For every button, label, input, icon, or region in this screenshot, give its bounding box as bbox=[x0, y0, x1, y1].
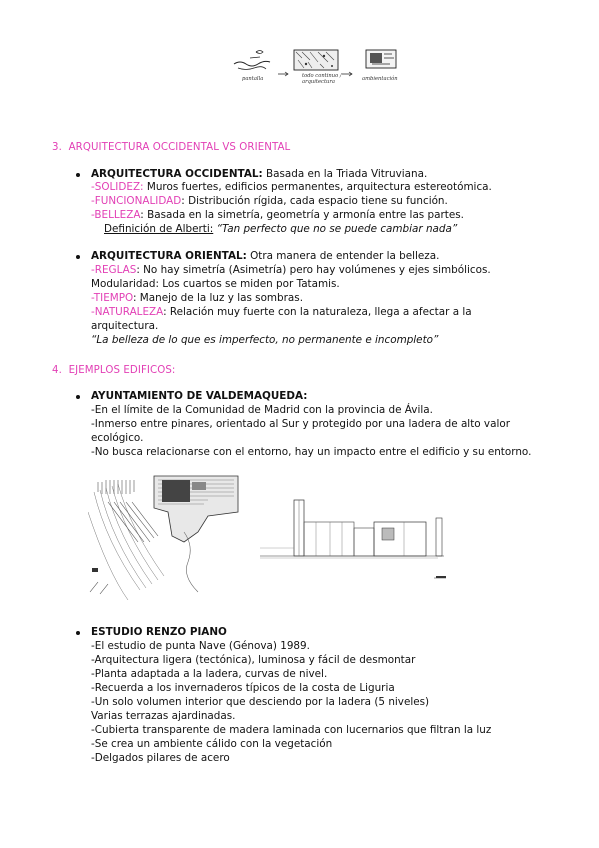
top-sketch bbox=[228, 40, 408, 92]
belleza-line bbox=[91, 209, 464, 222]
solidez-key: -SOLIDEZ: bbox=[91, 181, 144, 193]
renzo-line-5: -Un solo volumen interior que desciendo por la ladera (5 niveles) bbox=[91, 696, 430, 708]
funcionalidad-line bbox=[91, 195, 448, 208]
belleza-value: : Basada en la simetría, geometría y armonía entre las partes. bbox=[140, 209, 464, 221]
ayuntamiento-title: AYUNTAMIENTO DE VALDEMAQUEDA: bbox=[91, 390, 308, 402]
bullet bbox=[76, 631, 80, 635]
section-3-heading bbox=[52, 141, 290, 154]
sketch-label-1: pantalla bbox=[242, 76, 264, 82]
renzo-line-1: -El estudio de punta Nave (Génova) 1989. bbox=[91, 640, 310, 652]
naturaleza-line-2: arquitectura. bbox=[91, 320, 159, 332]
funcionalidad-value: : Distribución rígida, cada espacio tiene su función. bbox=[181, 195, 448, 207]
ayuntamiento-line-1: -En el límite de la Comunidad de Madrid con la provincia de Ávila. bbox=[91, 404, 433, 416]
sketch-label-2: todo continuo / arquitectura bbox=[302, 73, 342, 85]
oriental-title: ARQUITECTURA ORIENTAL: bbox=[91, 250, 247, 262]
section-elevation-image bbox=[258, 492, 446, 594]
section-3-title: ARQUITECTURA OCCIDENTAL VS ORIENTAL bbox=[68, 142, 291, 153]
section-4-number: 4. bbox=[52, 365, 62, 376]
bullet bbox=[76, 395, 80, 399]
bullet bbox=[76, 173, 80, 177]
tiempo-value: : Manejo de la luz y las sombras. bbox=[133, 292, 304, 304]
renzo-title: ESTUDIO RENZO PIANO bbox=[91, 626, 227, 638]
alberti-key: Definición de Alberti: bbox=[104, 223, 214, 235]
renzo-line-9: -Delgados pilares de acero bbox=[91, 752, 230, 764]
occidental-intro: Basada en la Triada Vitruviana. bbox=[262, 168, 428, 180]
belleza-key: -BELLEZA bbox=[91, 209, 141, 221]
ayuntamiento-line-4: -No busca relacionarse con el entorno, hay un impacto entre el edificio y su entorno. bbox=[91, 446, 532, 458]
section-4-title: EJEMPLOS EDIFICOS: bbox=[68, 365, 176, 376]
renzo-line-6: Varias terrazas ajardinadas. bbox=[91, 710, 236, 722]
section-elevation-drawing bbox=[258, 492, 446, 594]
renzo-line-3: -Planta adaptada a la ladera, curvas de nivel. bbox=[91, 668, 328, 680]
section-3-number: 3. bbox=[52, 142, 62, 153]
bullet bbox=[76, 255, 80, 259]
occidental-title: ARQUITECTURA OCCIDENTAL: bbox=[91, 168, 263, 180]
solidez-value: Muros fuertes, edificios permanentes, arquitectura estereotómica. bbox=[143, 181, 492, 193]
sketch-label-3: ambientación bbox=[362, 76, 398, 82]
site-plan-drawing bbox=[88, 472, 246, 600]
renzo-line-7: -Cubierta transparente de madera laminada con lucernarios que filtran la luz bbox=[91, 724, 492, 736]
section-4-heading bbox=[52, 364, 175, 377]
naturaleza-key: -NATURALEZA bbox=[91, 306, 164, 318]
tiempo-line bbox=[91, 292, 303, 305]
site-plan-image bbox=[88, 472, 246, 600]
modularidad-line: Modularidad: Los cuartos se miden por Tatamis. bbox=[91, 278, 340, 290]
ayuntamiento-line-2: -Inmerso entre pinares, orientado al Sur y protegido por una ladera de alto valor bbox=[91, 418, 510, 430]
renzo-line-2: -Arquitectura ligera (tectónica), luminosa y fácil de desmontar bbox=[91, 654, 416, 666]
reglas-key: -REGLAS bbox=[91, 264, 137, 276]
naturaleza-line bbox=[91, 306, 472, 319]
oriental-title-line bbox=[91, 250, 439, 263]
naturaleza-value: : Relación muy fuerte con la naturaleza, llega a afectar a la bbox=[163, 306, 472, 318]
alberti-line bbox=[104, 223, 457, 236]
ayuntamiento-line-3: ecológico. bbox=[91, 432, 144, 444]
tiempo-key: -TIEMPO bbox=[91, 292, 133, 304]
alberti-quote: “Tan perfecto que no se puede cambiar nada” bbox=[213, 223, 458, 235]
renzo-line-8: -Se crea un ambiente cálido con la vegetación bbox=[91, 738, 333, 750]
reglas-line bbox=[91, 264, 491, 277]
renzo-line-4: -Recuerda a los invernaderos típicos de la costa de Liguria bbox=[91, 682, 395, 694]
reglas-value: : No hay simetría (Asimetría) pero hay volúmenes y ejes simbólicos. bbox=[136, 264, 491, 276]
occidental-title-line bbox=[91, 168, 427, 181]
solidez-line bbox=[91, 181, 492, 194]
oriental-quote: “La belleza de lo que es imperfecto, no permanente e incompleto” bbox=[91, 334, 439, 346]
funcionalidad-key: -FUNCIONALIDAD bbox=[91, 195, 182, 207]
oriental-intro: Otra manera de entender la belleza. bbox=[246, 250, 440, 262]
